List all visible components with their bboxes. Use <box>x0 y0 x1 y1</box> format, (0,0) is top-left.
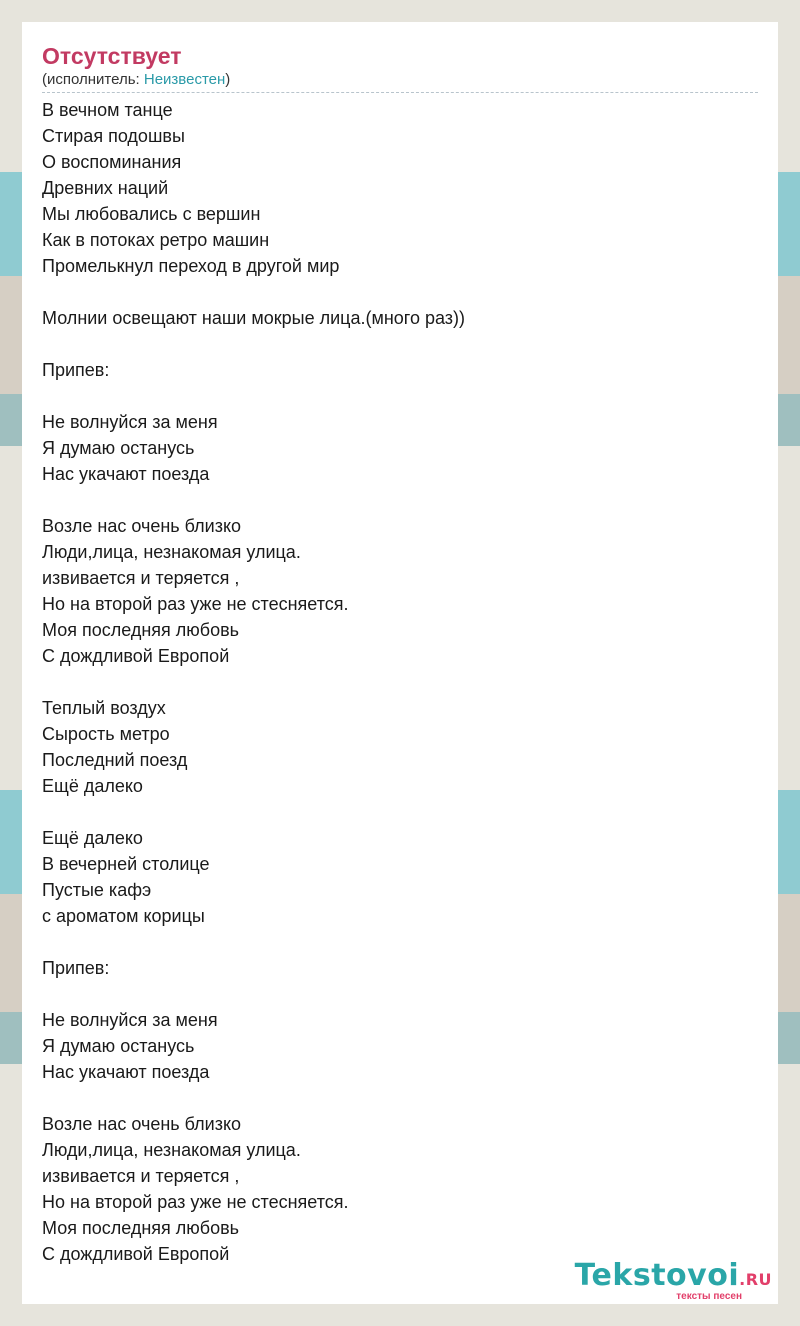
lyric-line: Ещё далеко <box>42 828 143 848</box>
lyric-line <box>42 487 758 513</box>
lyric-line: Моя последняя любовь <box>42 620 240 640</box>
lyric-line: Теплый воздух <box>42 698 166 718</box>
logo-subtitle: тексты песен <box>676 1291 742 1302</box>
artist-suffix: ) <box>225 71 231 88</box>
lyric-line: Я думаю останусь <box>42 1036 195 1056</box>
song-title: Отсутствует <box>42 43 182 69</box>
lyric-line: Нас укачают поезда <box>42 464 210 484</box>
site-logo[interactable] <box>575 1259 772 1302</box>
lyric-line <box>42 981 758 1007</box>
lyric-line: с ароматом корицы <box>42 906 205 926</box>
lyric-line: извивается и теряется , <box>42 568 240 588</box>
lyric-line <box>42 383 758 409</box>
lyric-line: Последний поезд <box>42 750 188 770</box>
lyrics-card <box>22 22 778 1304</box>
lyric-line: Нас укачают поезда <box>42 1062 210 1082</box>
lyric-line: Люди,лица, незнакомая улица. <box>42 542 301 562</box>
lyric-line: Моя последняя любовь <box>42 1218 240 1238</box>
lyric-line: Припев: <box>42 958 110 978</box>
lyric-line: Но на второй раз уже не стесняется. <box>42 1192 349 1212</box>
lyric-line: Мы любовались с вершин <box>42 204 261 224</box>
lyric-line: Я думаю останусь <box>42 438 195 458</box>
lyric-line: извивается и теряется , <box>42 1166 240 1186</box>
lyric-line: В вечном танце <box>42 100 173 120</box>
lyric-line: О воспоминания <box>42 152 182 172</box>
lyric-line <box>42 929 758 955</box>
lyric-line: Не волнуйся за меня <box>42 412 218 432</box>
lyric-line: Стирая подошвы <box>42 126 185 146</box>
lyric-line: С дождливой Европой <box>42 1244 230 1264</box>
lyric-line: В вечерней столице <box>42 854 210 874</box>
artist-prefix: (исполнитель: <box>42 71 144 88</box>
lyric-line: С дождливой Европой <box>42 646 230 666</box>
lyric-line: Ещё далеко <box>42 776 143 796</box>
lyric-line: Припев: <box>42 360 110 380</box>
lyrics-text <box>42 97 758 1267</box>
logo-wordmark: Tekstovoi <box>574 1258 740 1293</box>
lyric-line: Пустые кафэ <box>42 880 152 900</box>
lyric-line <box>42 1085 758 1111</box>
lyric-line: Молнии освещают наши мокрые лица.(много раз)) <box>42 308 466 328</box>
lyric-line: Но на второй раз уже не стесняется. <box>42 594 349 614</box>
lyric-line: Возле нас очень близко <box>42 1114 242 1134</box>
lyric-line: Возле нас очень близко <box>42 516 242 536</box>
lyric-line <box>42 279 758 305</box>
lyric-line: Люди,лица, незнакомая улица. <box>42 1140 301 1160</box>
lyric-line: Древних наций <box>42 178 169 198</box>
logo-tld: .RU <box>739 1270 772 1289</box>
lyric-line: Сырость метро <box>42 724 170 744</box>
artist-link[interactable]: Неизвестен <box>143 71 226 88</box>
lyric-line: Как в потоках ретро машин <box>42 230 270 250</box>
lyric-line <box>42 331 758 357</box>
lyric-line: Не волнуйся за меня <box>42 1010 218 1030</box>
artist-line <box>42 70 758 93</box>
lyric-line <box>42 669 758 695</box>
lyric-line <box>42 799 758 825</box>
lyric-line: Промелькнул переход в другой мир <box>42 256 340 276</box>
